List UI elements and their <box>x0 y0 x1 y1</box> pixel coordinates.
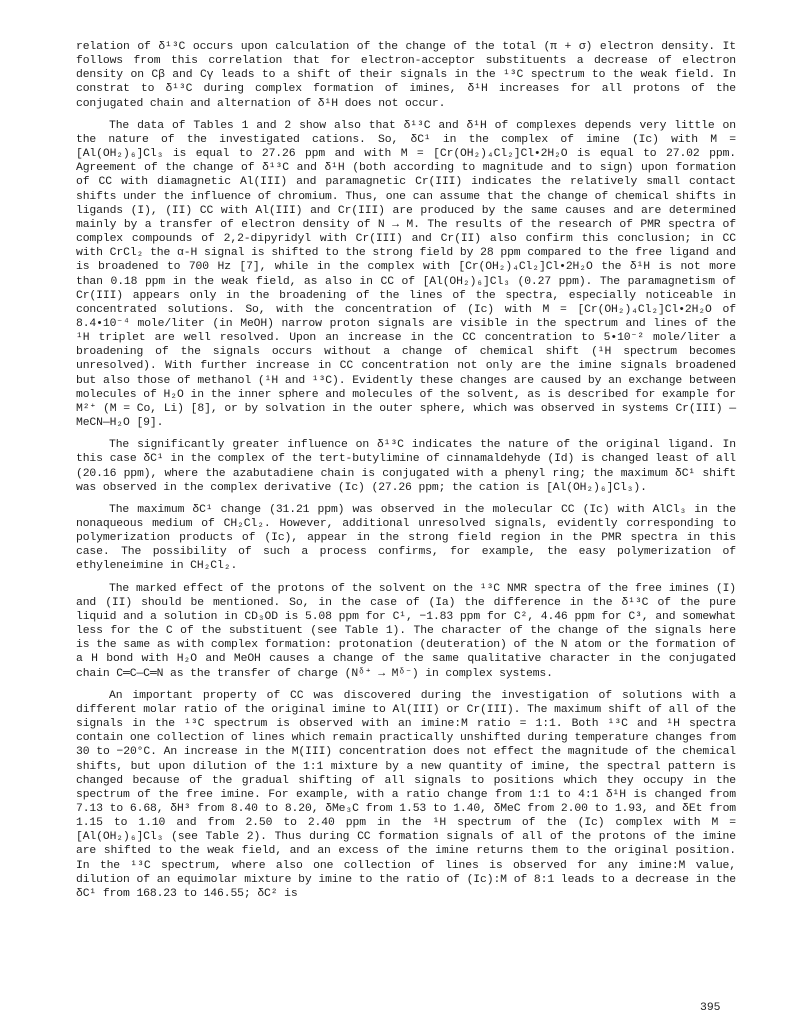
page-number: 395 <box>700 1002 721 1014</box>
paragraph-6: An important property of CC was discovered during the investigation of solutions with a different molar ratio of the original imine to Al(III) or Cr(III). The maximum shift of all of the signals in the ¹³C spectrum is observed with an imine:M ratio = 1:1. Both ¹³C and ¹H spectra contain one collection of lines which remain practically unshifted during temperature changes from 30 to −20°C. An increase in the M(III) concentration does not effect the magnitude of the chemical shifts, but upon dilution of the 1:1 mixture by a new quantity of imine, the spectral pattern is changed because of the gradual shifting of all signals to positions which they occupy in the spectrum of the free imine. For example, with a ratio change from 1:1 to 4:1 δ¹H is changed from 7.13 to 6.68, δH³ from 8.40 to 8.20, δMe₃C from 1.53 to 1.40, δMeC from 2.00 to 1.93, and δEt from 1.15 to 1.10 and from 2.50 to 2.40 ppm in the ¹H spectrum of the (Ic) complex with M = [Al(OH₂)₆]Cl₃ (see Table 2). Thus during CC formation signals of all of the protons of the imine are shifted to the weak field, and an excess of the imine returns them to the original position. In the ¹³C spectrum, where also one collection of lines is observed for any imine:M value, dilution of an equimolar mixture by imine to the ratio of (Ic):M of 8:1 leads to a decrease in the δC¹ from 168.23 to 146.55; δC² is <box>76 689 736 900</box>
page-body <box>76 40 736 909</box>
paragraph-4: The maximum δC¹ change (31.21 ppm) was observed in the molecular CC (Ic) with AlCl₃ in the nonaqueous medium of CH₂Cl₂. However, additional unresolved signals, evidently corresponding to polymerization products of (Ic), appear in the strong field region in the PMR spectra in this case. The possibility of such a process confirms, for example, the easy polymerization of ethyleneimine in CH₂Cl₂. <box>76 503 736 573</box>
paragraph-2: The data of Tables 1 and 2 show also that δ¹³C and δ¹H of complexes depends very little on the nature of the investigated cations. So, δC¹ in the complex of imine (Ic) with M = [Al(OH₂)₆]Cl₃ is equal to 27.26 ppm and with M = [Cr(OH₂)₄Cl₂]Cl•2H₂O is equal to 27.02 ppm. Agreement of the change of δ¹³C and δ¹H (both according to magnitude and to sign) upon formation of CC with diamagnetic Al(III) and paramagnetic Cr(III) indicates the relatively small contact shifts under the influence of chromium. Thus, one can assume that the change of chemical shifts in ligands (I), (II) CC with Al(III) and Cr(III) are produced by the same causes and are determined mainly by a transfer of electron density of N → M. The results of the research of PMR spectra of complex compounds of 2,2-dipyridyl with Cr(III) and Cr(II) also confirm this conclusion; in CC with CrCl₂ the α-H signal is shifted to the strong field by 28 ppm compared to the free ligand and is broadened to 700 Hz [7], while in the complex with [Cr(OH₂)₄Cl₂]Cl•2H₂O the δ¹H is not more than 0.18 ppm in the weak field, as also in CC of [Al(OH₂)₆]Cl₃ (0.27 ppm). The paramagnetism of Cr(III) appears only in the broadening of the lines of the spectra, especially noticeable in concentrated solutions. So, with the concentration of (Ic) with M = [Cr(OH₂)₄Cl₂]Cl•2H₂O of 8.4•10⁻⁴ mole/liter (in MeOH) narrow proton signals are visible in the spectrum and lines of the ¹H triplet are well resolved. Upon an increase in the CC concentration to 5•10⁻² mole/liter a broadening of the signals occurs without a change of chemical shift (¹H spectrum becomes unresolved). With further increase in CC concentration not only are the imine signals broadened but also those of methanol (¹H and ¹³C). Evidently these changes are caused by an exchange between molecules of H₂O in the inner sphere and molecules of the solvent, as is described for example for M²⁺ (M = Co, Li) [8], or by solvation in the outer sphere, which was observed in systems Cr(III) —MeCN—H₂O [9]. <box>76 119 736 430</box>
paragraph-1: relation of δ¹³C occurs upon calculation of the change of the total (π + σ) electron density. It follows from this correlation that for electron-acceptor substituents a decrease of electron density on Cβ and Cγ leads to a shift of their signals in the ¹³C spectrum to the weak field. In constrat to δ¹³C during complex formation of imines, δ¹H increases for all protons of the conjugated chain and alternation of δ¹H does not occur. <box>76 41 736 110</box>
paragraph-5: The marked effect of the protons of the solvent on the ¹³C NMR spectra of the free imines (I) and (II) should be mentioned. So, in the case of (Ia) the difference in the δ¹³C of the pure liquid and a solution in CD₃OD is 5.08 ppm for C¹, −1.83 ppm for C², 4.46 ppm for C³, and somewhat less for the C of the substituent (see Table 1). The character of the change of the signals here is the same as with complex formation: protonation (deuteration) of the N atom or the formation of a H bond with H₂O and MeOH causes a change of the same qualitative character in the conjugated chain C═C—C═N as the transfer of charge (Nᵟ⁺ → Mᵟ⁻) in complex systems. <box>76 582 736 680</box>
paragraph-3: The significantly greater influence on δ¹³C indicates the nature of the original ligand. In this case δC¹ in the complex of the tert-butylimine of cinnamaldehyde (Id) is changed least of all (20.16 ppm), where the azabutadiene chain is conjugated with a phenyl ring; the maximum δC¹ shift was observed in the complex derivative (Ic) (27.26 ppm; the cation is [Al(OH₂)₆]Cl₃). <box>76 439 736 494</box>
